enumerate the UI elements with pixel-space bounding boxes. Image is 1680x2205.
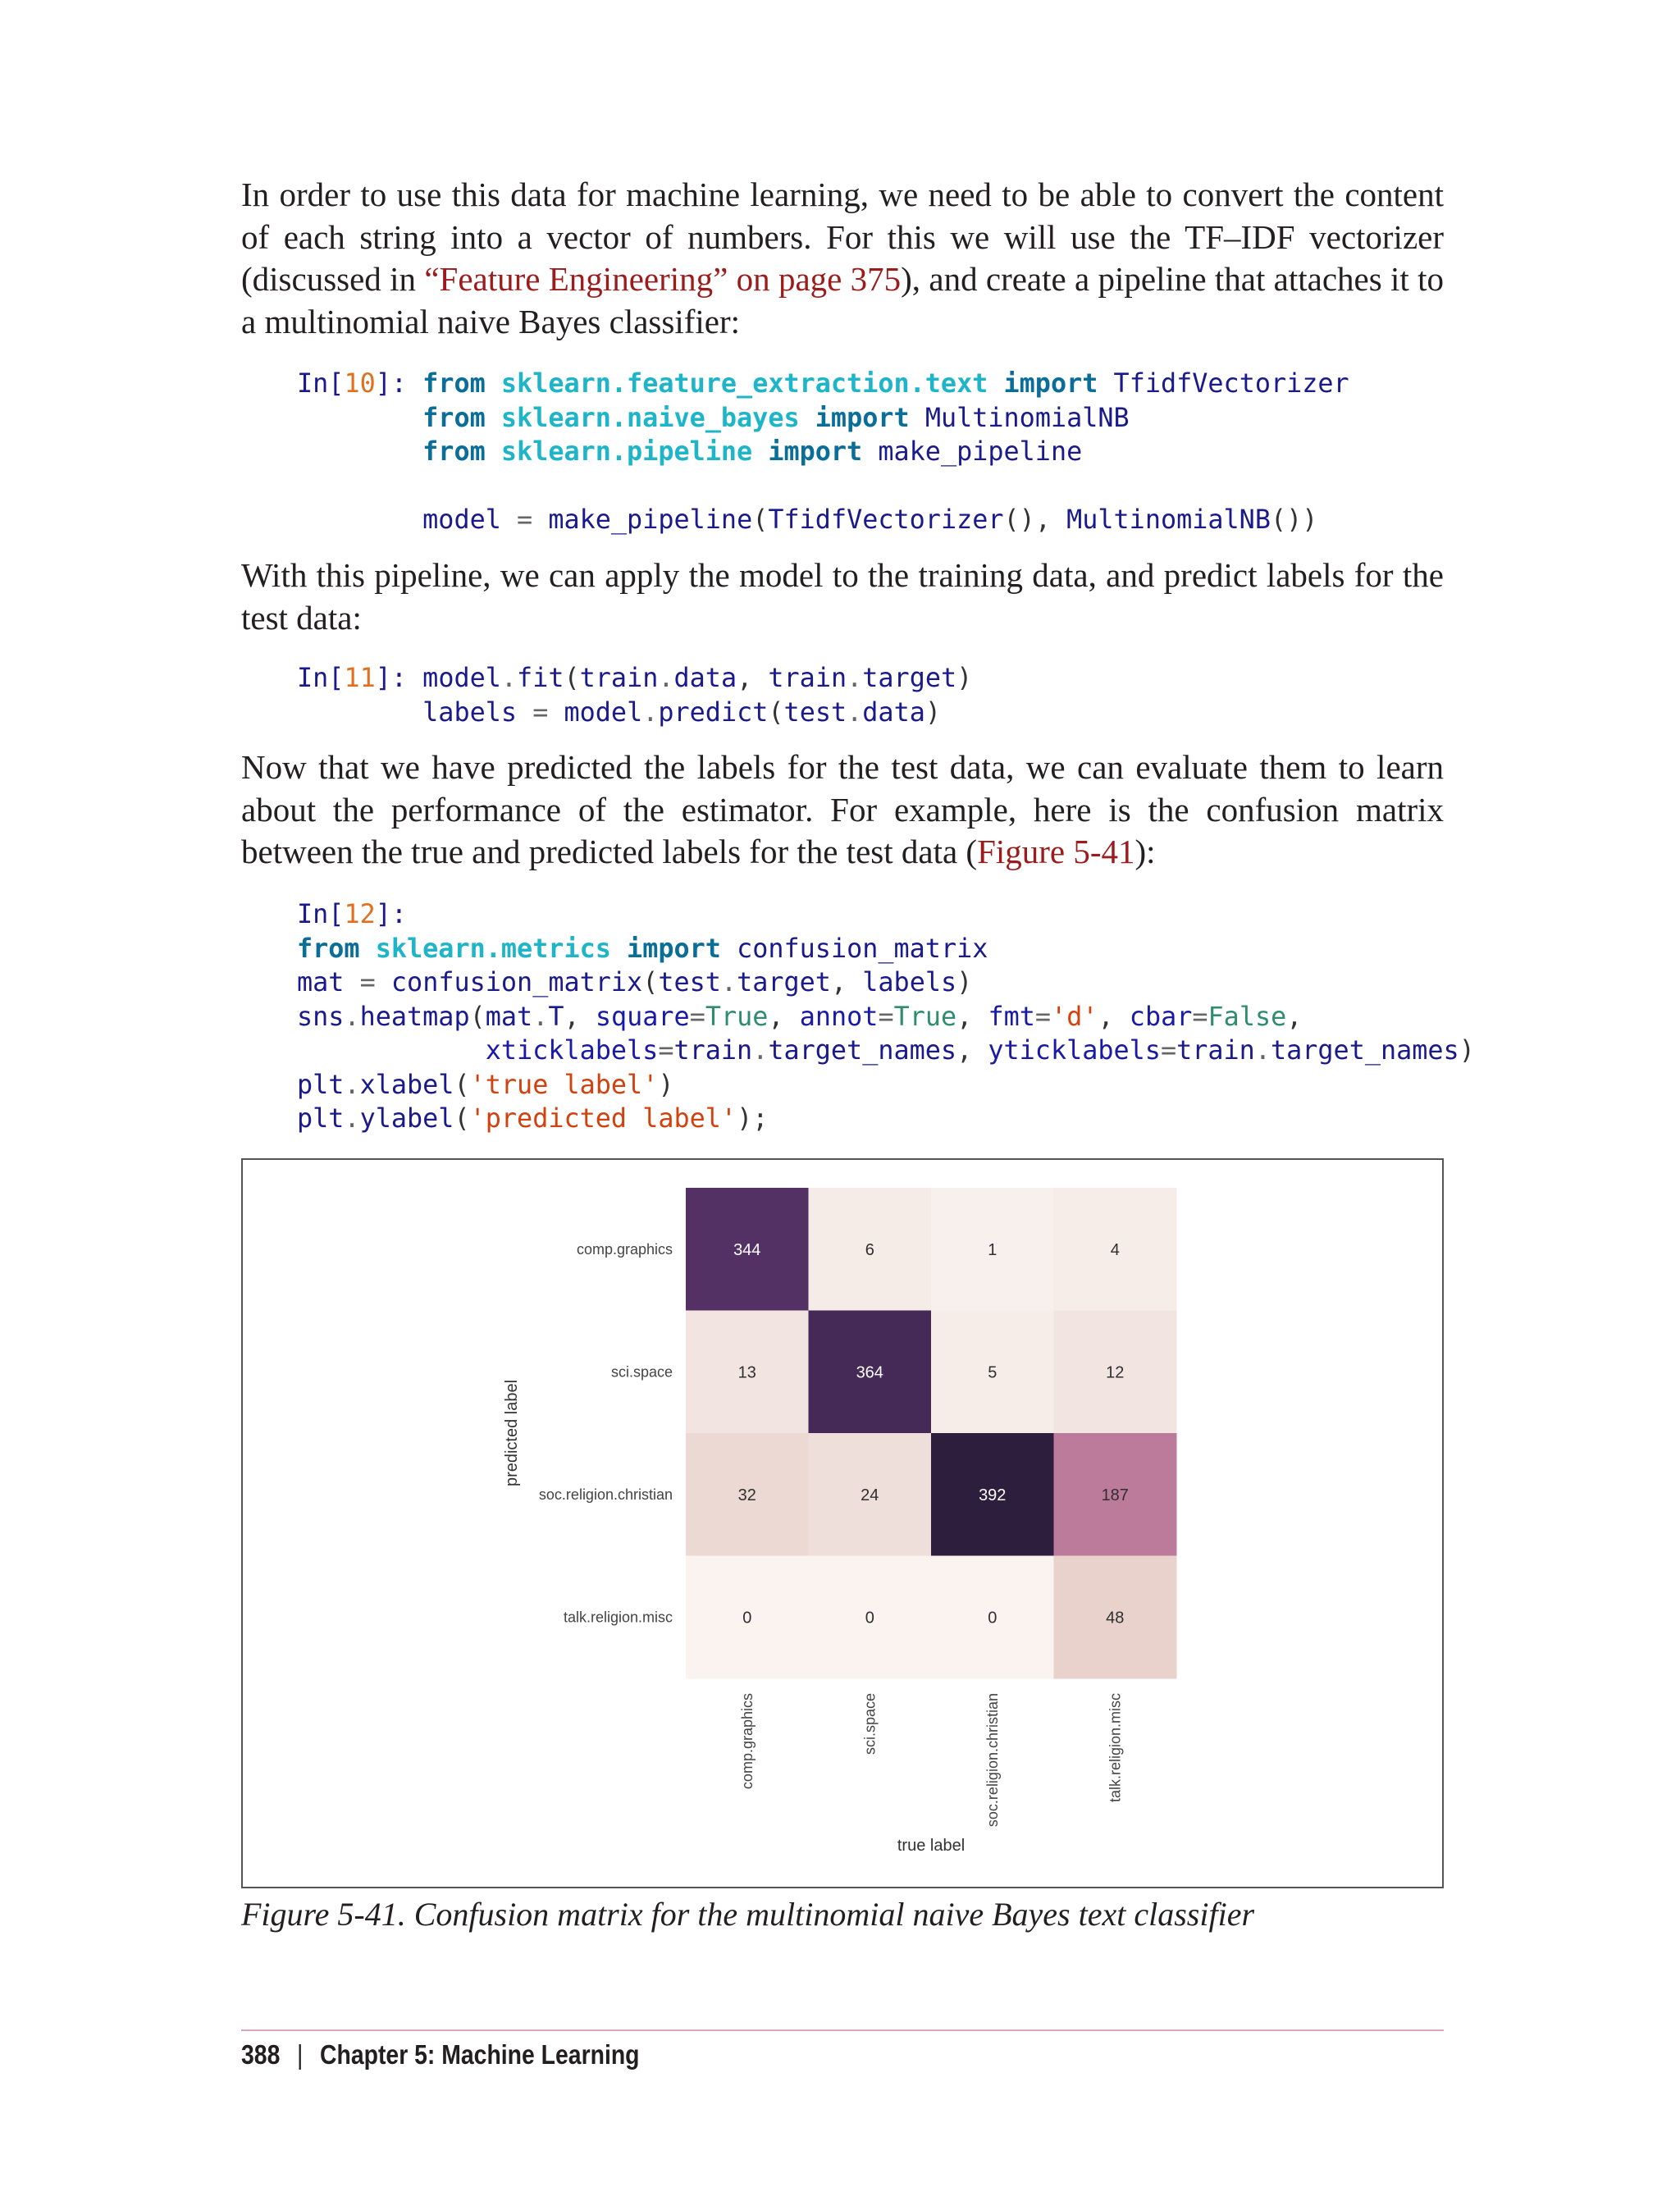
code-line	[297, 435, 1349, 469]
code-token: )	[956, 663, 973, 693]
code-token: sklearn.pipeline	[500, 436, 753, 467]
page-number: 388	[241, 2039, 281, 2070]
code-token: target	[862, 663, 957, 693]
y-tick-label: soc.religion.christian	[538, 1486, 673, 1503]
paragraph-1-text-a: In order to use this data for machine learning, we need to be able to convert the content of each string into a vector of numbers. For this we will use the TF–IDF vectorizer (discussed in	[241, 176, 1444, 298]
code-token: ,	[1286, 1001, 1303, 1032]
code-token: (	[768, 696, 784, 728]
heatmap-cell-value: 32	[737, 1486, 756, 1504]
code-token: data	[673, 663, 737, 693]
code-line	[297, 1034, 1475, 1068]
heatmap-cell-value: 1	[988, 1240, 998, 1259]
code-token	[297, 403, 422, 433]
code-token: xticklabels	[485, 1035, 659, 1066]
code-token: target_names	[768, 1035, 957, 1066]
code-token: train	[768, 663, 847, 693]
code-token: ,	[956, 1035, 988, 1066]
code-token: make_pipeline	[878, 436, 1083, 467]
code-token: from	[422, 436, 486, 467]
code-token	[486, 436, 501, 467]
code-token: square	[595, 1001, 690, 1032]
code-token: mat	[485, 1001, 533, 1032]
code-token: import	[815, 402, 910, 433]
code-cell-in11	[297, 661, 972, 729]
heatmap-cells	[686, 1188, 1177, 1679]
code-token: 'predicted label'	[469, 1103, 737, 1134]
heatmap-cell-value: 5	[988, 1363, 998, 1382]
code-line	[297, 503, 1349, 537]
chapter-title: Chapter 5: Machine Learning	[320, 2039, 640, 2070]
code-token	[297, 504, 422, 535]
code-token: (	[564, 663, 580, 693]
code-token: =	[517, 504, 533, 535]
code-line	[297, 696, 972, 730]
code-line-content	[422, 663, 972, 693]
code-token	[532, 504, 548, 535]
code-token: from	[297, 933, 360, 964]
code-line-content	[422, 368, 1349, 399]
code-token: import	[1003, 368, 1098, 399]
code-token: )	[956, 967, 973, 998]
code-token: labels	[422, 696, 518, 728]
code-cell-in10	[297, 367, 1349, 537]
code-token: train	[673, 1035, 753, 1066]
code-token: .	[500, 663, 518, 693]
code-token: (	[454, 1103, 470, 1134]
code-token: ylabel	[359, 1103, 454, 1134]
code-token: labels	[862, 967, 957, 998]
code-token: (	[469, 1001, 486, 1032]
code-token: sklearn.feature_extraction.text	[500, 368, 988, 399]
code-line	[297, 897, 1475, 932]
code-line	[297, 932, 1475, 966]
code-token: sns	[297, 1001, 345, 1032]
x-tick-labels	[739, 1693, 1124, 1827]
paragraph-2: With this pipeline, we can apply the model to the training data, and predict labels for the test data:	[241, 556, 1444, 637]
heatmap-cell-value: 187	[1101, 1486, 1129, 1504]
code-token: .	[344, 1069, 360, 1100]
code-token: True	[705, 1001, 769, 1032]
heatmap-cell-value: 4	[1110, 1240, 1120, 1259]
code-token: test	[783, 696, 847, 728]
heatmap-cell-value: 364	[856, 1363, 883, 1382]
code-token: confusion_matrix	[737, 933, 988, 964]
code-token	[297, 436, 422, 467]
code-prompt: In[	[297, 368, 345, 399]
code-token: test	[658, 967, 721, 998]
heatmap-cell-value: 12	[1106, 1363, 1125, 1382]
code-token: confusion_matrix	[390, 967, 643, 998]
code-token: train	[1176, 1035, 1255, 1066]
figure-5-41-link[interactable]: Figure 5-41	[977, 833, 1135, 870]
code-token: True	[893, 1001, 957, 1032]
code-token: .	[658, 663, 674, 693]
code-token: fit	[517, 663, 564, 693]
code-prompt: In[	[297, 899, 345, 929]
code-token: predict	[658, 696, 769, 728]
code-token: model	[564, 696, 643, 728]
code-token: 'true label'	[469, 1069, 659, 1100]
code-token: make_pipeline	[548, 504, 753, 535]
code-token: ,	[956, 1001, 988, 1032]
code-token	[800, 403, 815, 433]
y-axis-label: predicted label	[503, 1379, 521, 1487]
code-token: .	[344, 1103, 360, 1134]
code-token: sklearn.metrics	[375, 933, 611, 964]
code-cell-in12	[297, 897, 1475, 1136]
code-token: plt	[297, 1069, 345, 1100]
code-token: )	[658, 1069, 674, 1100]
code-token: .	[642, 696, 659, 728]
code-token: model	[422, 504, 501, 535]
code-token: ,	[1098, 1001, 1130, 1032]
heatmap-cell-value: 48	[1106, 1609, 1125, 1628]
code-token	[376, 967, 391, 998]
code-token: import	[768, 436, 863, 467]
code-token	[486, 368, 501, 399]
paragraph-3-text-b: ):	[1134, 833, 1156, 870]
heatmap-cell-value: 24	[861, 1486, 879, 1504]
code-token: fmt	[988, 1001, 1035, 1032]
code-token: ())	[1270, 504, 1318, 535]
heatmap-cell-value: 344	[733, 1240, 761, 1259]
code-token	[1098, 368, 1113, 399]
code-token: =	[658, 1035, 674, 1066]
x-axis-label: true label	[897, 1837, 966, 1855]
code-token: (	[642, 967, 659, 998]
code-line	[297, 661, 972, 696]
code-token	[910, 403, 925, 433]
code-token: from	[422, 368, 486, 399]
code-token: .	[532, 1001, 549, 1032]
code-blank-line	[297, 469, 1349, 504]
code-token: train	[579, 663, 659, 693]
code-prompt-number: 11	[344, 663, 376, 693]
code-prompt-end: ]:	[375, 663, 423, 693]
code-token: heatmap	[359, 1001, 470, 1032]
code-line	[297, 966, 1475, 1000]
footer-divider	[241, 2029, 1444, 2031]
code-token: .	[752, 1035, 769, 1066]
code-token	[344, 967, 359, 998]
paragraph-1-text-b: ), and create a pipeline that attaches it to a multinomial naive Bayes classifier:	[241, 260, 1444, 340]
code-token	[862, 436, 878, 467]
code-token: model	[422, 663, 501, 693]
code-token: sklearn.naive_bayes	[500, 402, 800, 433]
code-token	[988, 368, 1003, 399]
code-token: )	[924, 696, 942, 728]
code-token: );	[737, 1103, 769, 1134]
code-token	[548, 697, 564, 728]
code-token: MultinomialNB	[1066, 504, 1271, 535]
heatmap-cell-value: 0	[988, 1609, 998, 1628]
code-token: ,	[768, 1001, 800, 1032]
code-token: T	[548, 1001, 564, 1032]
y-tick-label: sci.space	[610, 1363, 673, 1381]
code-token: .	[847, 696, 863, 728]
code-token	[501, 504, 517, 535]
code-token: from	[422, 402, 486, 433]
code-token: cbar	[1129, 1001, 1193, 1032]
footer-separator: |	[296, 2039, 304, 2070]
code-token: (),	[1003, 504, 1067, 535]
code-token: )	[1459, 1035, 1475, 1066]
feature-engineering-link[interactable]: “Feature Engineering” on page 375	[424, 260, 902, 298]
code-token: False	[1208, 1001, 1287, 1032]
paragraph-1	[241, 174, 1444, 343]
code-token: =	[689, 1001, 705, 1032]
code-line	[297, 367, 1349, 401]
code-token: annot	[799, 1001, 879, 1032]
page-footer	[241, 2039, 640, 2070]
code-token	[721, 934, 737, 964]
code-line	[297, 401, 1349, 436]
code-token: plt	[297, 1103, 345, 1134]
code-token: (	[454, 1069, 470, 1100]
code-prompt-number: 12	[344, 899, 376, 929]
code-line	[297, 1000, 1475, 1034]
code-token: TfidfVectorizer	[1113, 368, 1349, 399]
code-token: import	[627, 933, 721, 964]
code-token: =	[878, 1001, 894, 1032]
code-token: ,	[737, 663, 769, 693]
code-prompt-number: 10	[344, 368, 376, 399]
code-token: .	[720, 967, 737, 998]
code-token: =	[532, 696, 549, 728]
code-token: yticklabels	[988, 1035, 1161, 1066]
paragraph-3	[241, 746, 1444, 874]
heatmap-cell-value: 0	[865, 1609, 874, 1628]
code-token: .	[1254, 1035, 1271, 1066]
code-token: xlabel	[359, 1069, 454, 1100]
code-token	[297, 697, 422, 728]
code-prompt: In[	[297, 663, 345, 693]
code-token: target_names	[1270, 1035, 1459, 1066]
code-token: mat	[297, 967, 345, 998]
code-line	[297, 1068, 1475, 1102]
heatmap-cell-value: 392	[979, 1486, 1007, 1504]
y-tick-label: comp.graphics	[576, 1240, 673, 1258]
code-token: .	[847, 663, 863, 693]
y-tick-labels	[539, 1241, 673, 1626]
x-tick-label: sci.space	[861, 1693, 879, 1755]
paragraph-3-text-a: Now that we have predicted the labels for the test data, we can evaluate them to learn about the performance of the estimator. For example, here is the confusion matrix between the true and predicted labels for the test data (	[241, 748, 1444, 870]
code-token: (	[752, 504, 769, 535]
code-token: target	[737, 967, 831, 998]
code-token: 'd'	[1051, 1001, 1098, 1032]
code-token: ,	[564, 1001, 596, 1032]
code-token	[517, 697, 532, 728]
code-token: =	[359, 967, 376, 998]
confusion-matrix-heatmap	[243, 1160, 1442, 1887]
code-prompt-end: ]:	[375, 899, 408, 929]
code-line	[297, 1102, 1475, 1136]
x-tick-label: soc.religion.christian	[984, 1693, 1001, 1828]
code-token: =	[1034, 1001, 1052, 1032]
code-token: TfidfVectorizer	[768, 504, 1004, 535]
figure-caption: Figure 5-41. Confusion matrix for the multinomial naive Bayes text classifier	[241, 1896, 1255, 1933]
heatmap-cell-value: 13	[737, 1363, 756, 1382]
code-token	[360, 934, 376, 964]
code-prompt-end: ]:	[375, 368, 423, 399]
code-token: data	[862, 696, 925, 728]
code-token	[752, 436, 768, 467]
code-token: ,	[830, 967, 863, 998]
code-token: MultinomialNB	[924, 402, 1130, 433]
x-tick-label: talk.religion.misc	[1107, 1693, 1124, 1803]
figure-5-41	[241, 1158, 1444, 1888]
code-token	[297, 1035, 486, 1066]
heatmap-cell-value: 0	[742, 1609, 752, 1628]
code-token: =	[1160, 1035, 1177, 1066]
code-token	[611, 934, 627, 964]
y-tick-label: talk.religion.misc	[563, 1609, 673, 1626]
code-token	[486, 403, 501, 433]
code-token: .	[344, 1001, 360, 1032]
code-token: =	[1192, 1001, 1208, 1032]
x-tick-label: comp.graphics	[738, 1693, 756, 1790]
heatmap-cell-value: 6	[865, 1240, 874, 1259]
